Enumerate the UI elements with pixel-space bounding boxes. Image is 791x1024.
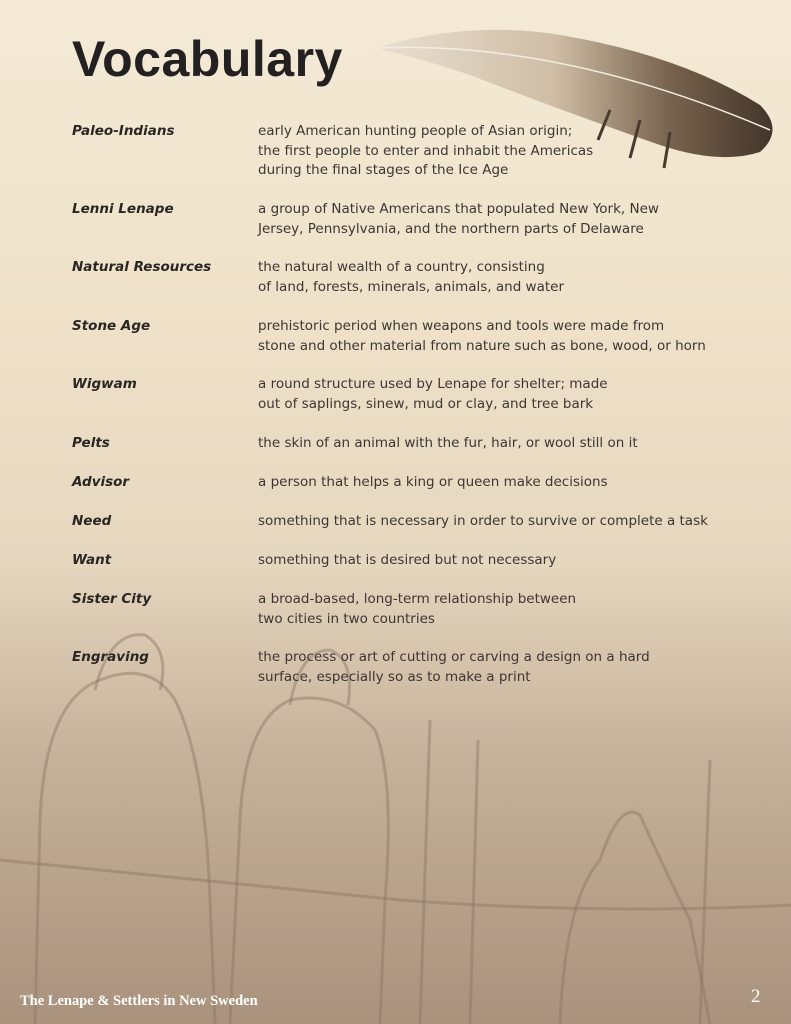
vocabulary-term: Engraving (72, 649, 149, 665)
definition-line: stone and other material from nature such as bone, wood, or horn (258, 337, 706, 354)
vocabulary-definition (258, 590, 718, 629)
vocabulary-definition (258, 434, 718, 454)
vocabulary-definition (258, 258, 718, 297)
vocabulary-term: Sister City (72, 591, 152, 607)
definition-line: something that is necessary in order to survive or complete a task (258, 513, 708, 529)
definition-line: a person that helps a king or queen make decisions (258, 474, 608, 490)
definition-line: two cities in two countries (258, 610, 435, 627)
footer-document-title: The Lenape & Settlers in New Sweden (20, 993, 258, 1009)
vocabulary-term: Lenni Lenape (72, 201, 174, 217)
vocabulary-definition (258, 648, 718, 687)
vocabulary-term: Wigwam (72, 376, 137, 392)
vocabulary-term: Stone Age (72, 318, 151, 334)
vocabulary-definition (258, 375, 718, 414)
vocabulary-term: Advisor (72, 474, 130, 490)
definition-line: surface, especially so as to make a print (258, 668, 531, 685)
definition-line: Jersey, Pennsylvania, and the northern parts of Delaware (258, 220, 644, 237)
vocabulary-definition (258, 122, 718, 181)
definition-line: the first people to enter and inhabit the Americas (258, 142, 594, 159)
vocabulary-term: Natural Resources (72, 259, 212, 275)
definition-line: the natural wealth of a country, consisting (258, 259, 545, 275)
definition-line: during the final stages of the Ice Age (258, 162, 509, 178)
definition-line: something that is desired but not necessary (258, 552, 557, 568)
definition-line: of land, forests, minerals, animals, and water (258, 278, 565, 295)
vocabulary-term: Want (72, 552, 112, 568)
definition-line: a round structure used by Lenape for shelter; made (258, 376, 608, 392)
definition-line: a broad-based, long-term relationship between (258, 591, 577, 607)
vocabulary-definition (258, 551, 718, 571)
vocabulary-term: Pelts (72, 435, 110, 451)
vocabulary-definition (258, 473, 718, 493)
definition-line: out of saplings, sinew, mud or clay, and tree bark (258, 395, 594, 412)
page-title: Vocabulary (72, 31, 343, 87)
definition-line: a group of Native Americans that populated New York, New (258, 201, 659, 217)
definition-line: prehistoric period when weapons and tools were made from (258, 318, 665, 334)
vocabulary-term: Paleo-Indians (72, 123, 175, 139)
vocabulary-term: Need (72, 513, 112, 529)
vocabulary-definition (258, 200, 718, 239)
vocabulary-definition (258, 512, 718, 532)
definition-line: the process or art of cutting or carving a design on a hard (258, 649, 650, 665)
definition-line: early American hunting people of Asian origin; (258, 123, 573, 139)
vocabulary-definition (258, 317, 718, 356)
page-number: 2 (751, 986, 761, 1007)
definition-line: the skin of an animal with the fur, hair, or wool still on it (258, 435, 638, 451)
